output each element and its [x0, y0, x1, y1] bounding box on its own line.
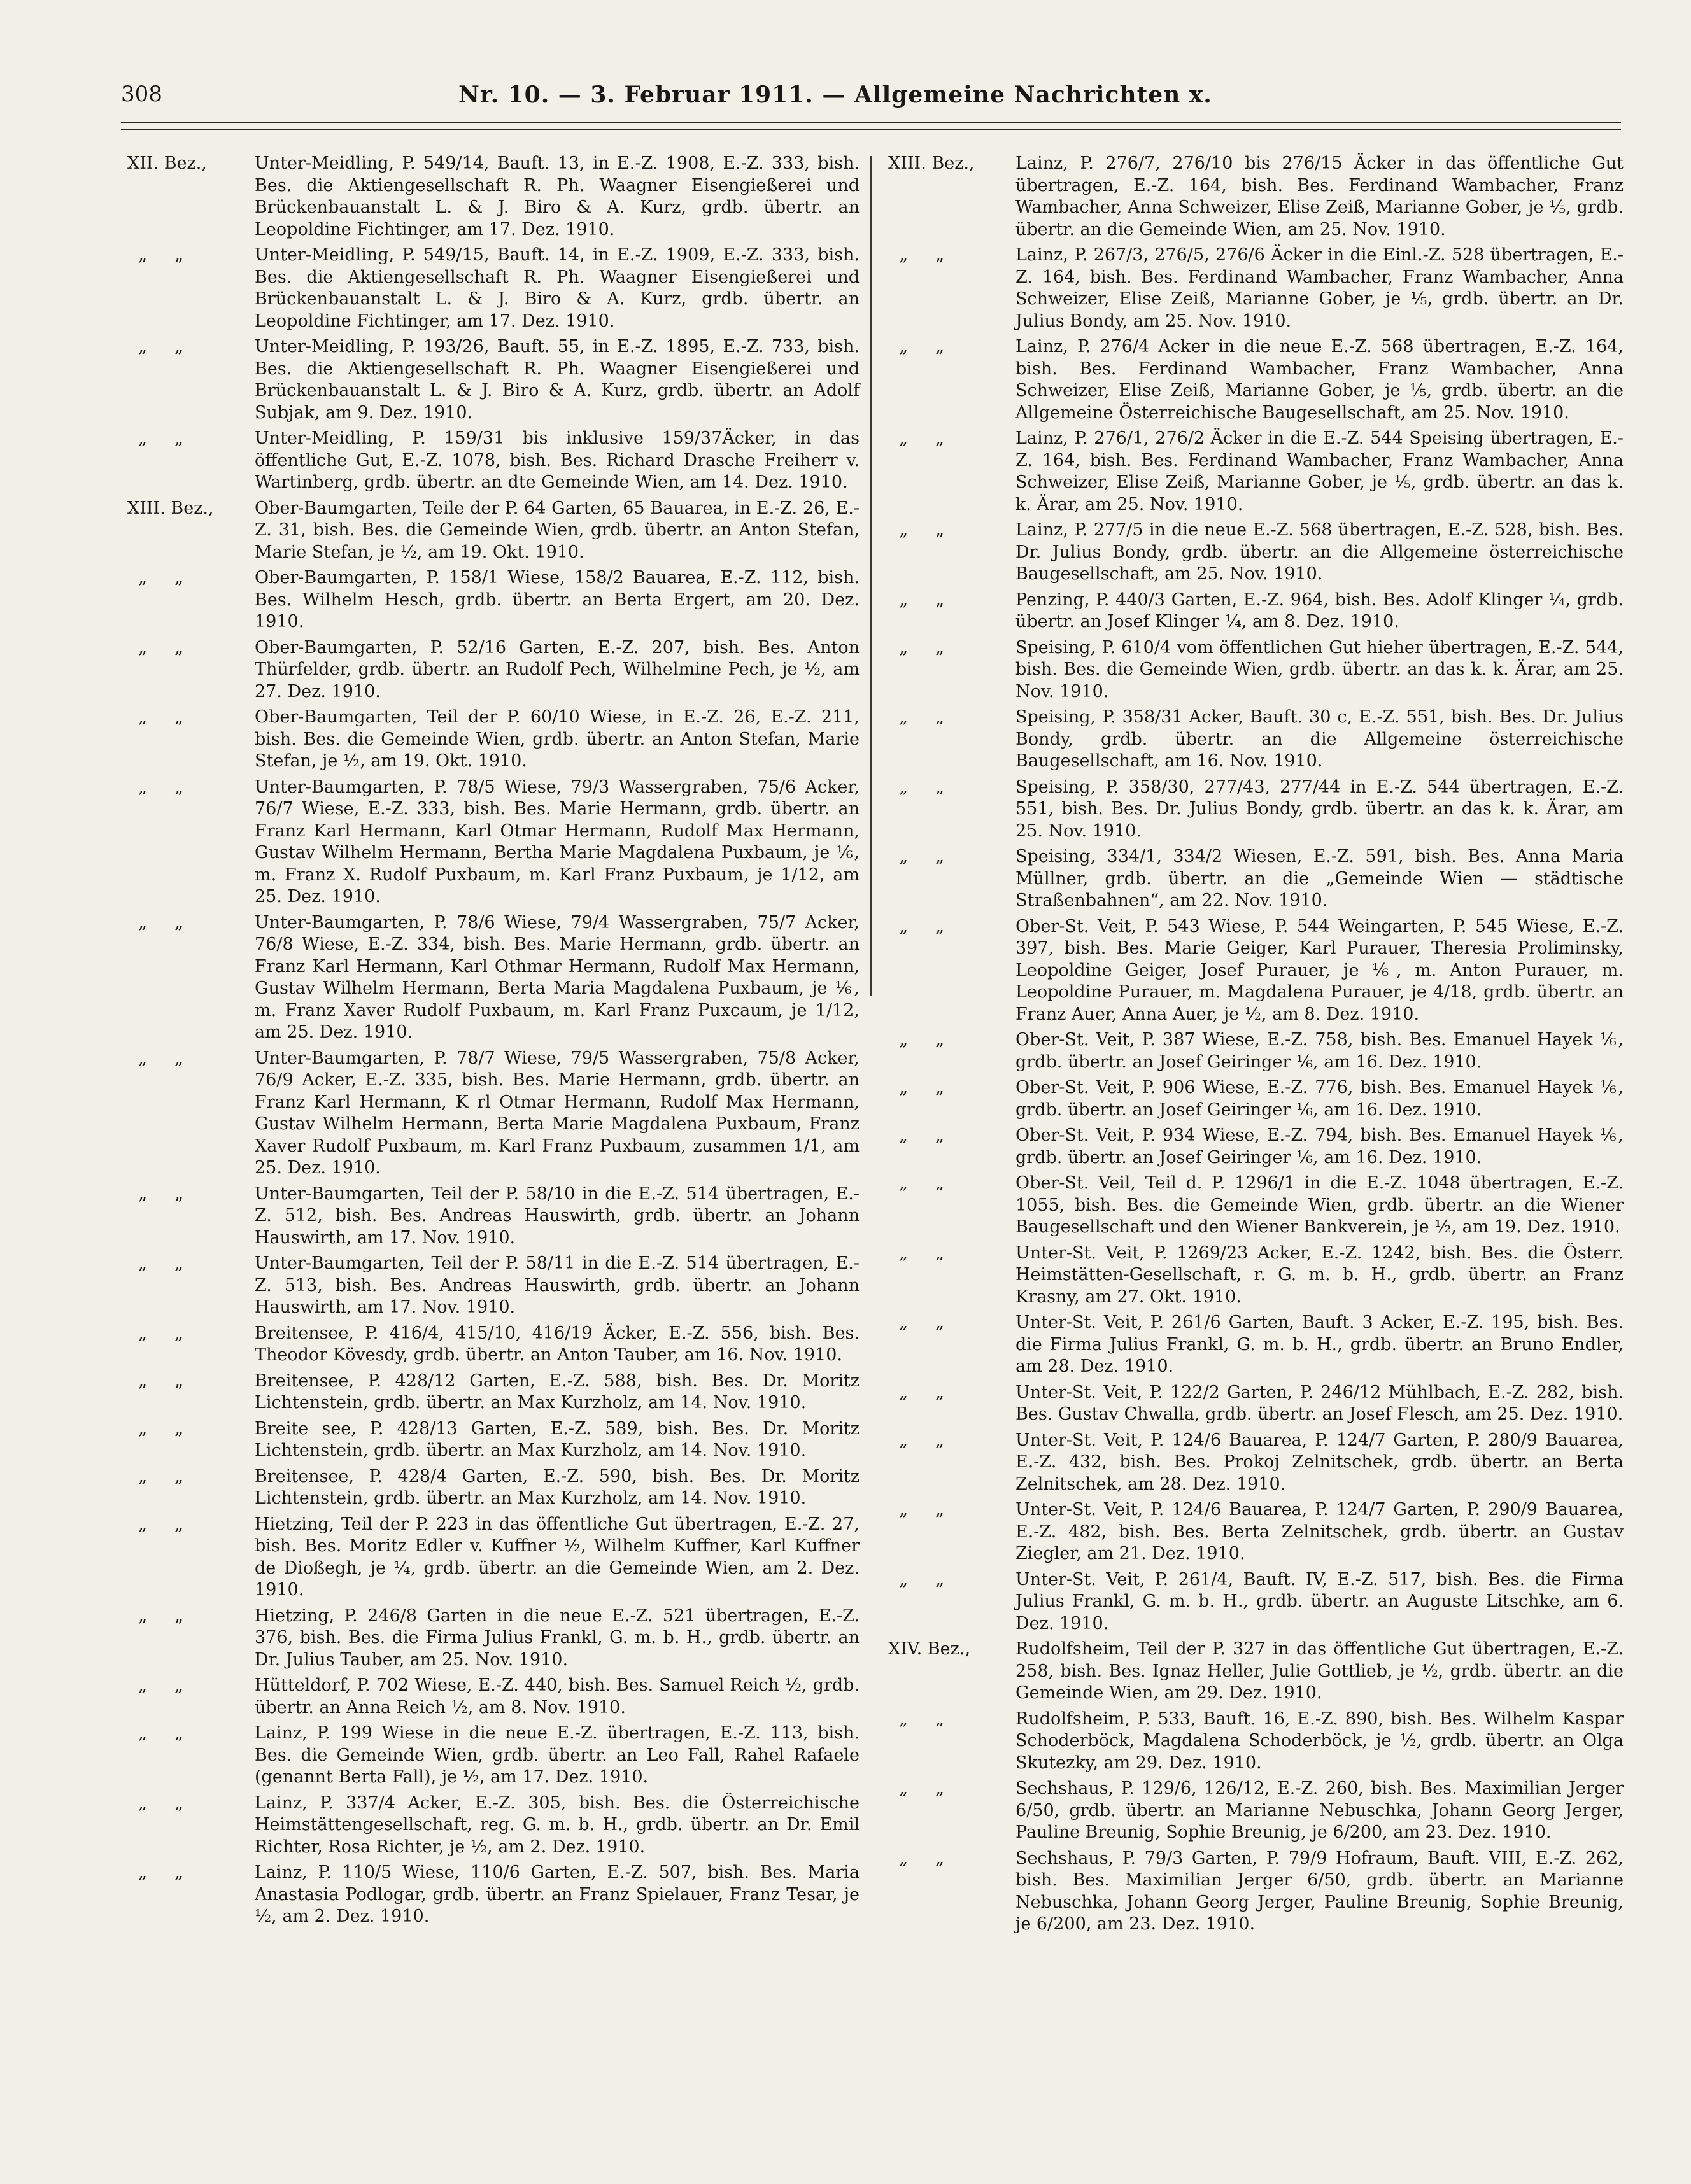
entry-district: XIV. Bez., — [888, 1639, 971, 1659]
entry-district: „ „ — [127, 1514, 184, 1534]
register-entry — [888, 1125, 1624, 1169]
entry-district: „ „ — [888, 1500, 945, 1519]
register-entry — [888, 846, 1624, 912]
entry-text: Ober-St. Veit, P. 543 Wiese, P. 544 Weingarten, P. 545 Wiese, E.-Z. 397, bish. Bes. Marie Geiger, Karl Purauer, Theresia Proliminsky, Leopoldine Geiger, Josef Purauer, je ⅙, m. Anton Purauer, m. Leopoldine Purauer, m. Magdalena Purauer, je 4/18, grdb. übertr. an Franz Auer, Anna Auer, je ½, am 8. Dez. 1910. — [1015, 916, 1624, 1024]
register-entry — [888, 1243, 1624, 1309]
entry-text: Lainz, P. 276/7, 276/10 bis 276/15 Äcker in das öffentliche Gut übertragen, E.-Z. 164, bish. Bes. Ferdinand Wambacher, Franz Wambacher, Anna Schweizer, Elise Zeiß, Marianne Gober, je ⅕, grdb. übertr. an die Gemeinde Wien, am 25. Nov. 1910. — [1015, 153, 1624, 239]
entry-district: „ „ — [888, 1243, 945, 1263]
entry-text: Lainz, P. 277/5 in die neue E.-Z. 568 übertragen, E.-Z. 528, bish. Bes. Dr. Julius Bondy, grdb. übertr. an die Allgemeine österreichische Baugesellschaft, am 25. Nov. 1910. — [1015, 520, 1624, 584]
entry-district: „ „ — [888, 1430, 945, 1450]
register-entry — [127, 1466, 860, 1510]
entry-text: Unter-Baumgarten, P. 78/5 Wiese, 79/3 Wassergraben, 75/6 Acker, 76/7 Wiese, E.-Z. 333, bish. Bes. Marie Hermann, grdb. übertr. an Franz Karl Hermann, Karl Otmar Hermann, Rudolf Max Hermann, Gustav Wilhelm Hermann, Bertha Marie Magdalena Puxbaum, je ⅙, m. Franz X. Rudolf Puxbaum, m. Karl Franz Puxbaum, je 1/12, am 25. Dez. 1910. — [255, 777, 860, 906]
entry-district: „ „ — [127, 1605, 184, 1626]
entry-text: Hütteldorf, P. 702 Wiese, E.-Z. 440, bish. Bes. Samuel Reich ½, grdb. übertr. an Anna Reich ½, am 8. Nov. 1910. — [255, 1675, 860, 1717]
register-entry — [888, 1848, 1624, 1936]
register-entry — [127, 912, 860, 1044]
entry-text: Rudolfsheim, P. 533, Bauft. 16, E.-Z. 890, bish. Bes. Wilhelm Kaspar Schoderböck, Magdalena Schoderböck, je ½, grdb. übertr. an Olga Skutezky, am 29. Dez. 1910. — [1015, 1708, 1624, 1773]
entry-text: Lainz, P. 110/5 Wiese, 110/6 Garten, E.-Z. 507, bish. Bes. Maria Anastasia Podlogar, grdb. übertr. an Franz Spielauer, Franz Tesar, je ½, am 2. Dez. 1910. — [255, 1863, 860, 1926]
entry-district: „ „ — [888, 520, 945, 540]
register-entry — [888, 519, 1624, 586]
entry-text: Ober-Baumgarten, P. 52/16 Garten, E.-Z. 207, bish. Bes. Anton Thürfelder, grdb. übertr. an Rudolf Pech, Wilhelmine Pech, je ½, am 27. Dez. 1910. — [255, 637, 860, 701]
entry-text: Unter-St. Veit, P. 122/2 Garten, P. 246/12 Mühlbach, E.-Z. 282, bish. Bes. Gustav Chwalla, grdb. übertr. an Josef Flesch, am 25. Dez. 1910. — [1015, 1382, 1624, 1424]
register-entry — [888, 707, 1624, 773]
entry-text: Breitensee, P. 428/12 Garten, E.-Z. 588, bish. Bes. Dr. Moritz Lichtenstein, grdb. übertr. an Max Kurzholz, am 14. Nov. 1910. — [255, 1370, 860, 1413]
entry-district: „ „ — [888, 637, 945, 658]
register-entry — [888, 153, 1624, 241]
entry-text: Lainz, P. 276/4 Acker in die neue E.-Z. 568 übertragen, E.-Z. 164, bish. Bes. Ferdinand Wambacher, Franz Wambacher, Anna Schweizer, Elise Zeiß, Marianne Gober, je ⅕, grdb. übertr. an die Allgemeine Österreichische Baugesellschaft, am 25. Nov. 1910. — [1015, 337, 1624, 423]
register-entry — [888, 1430, 1624, 1496]
entry-district: „ „ — [888, 589, 945, 610]
entry-text: Unter-Baumgarten, Teil der P. 58/10 in die E.-Z. 514 übertragen, E.-Z. 512, bish. Bes. Andreas Hauswirth, grdb. übertr. an Johann Hauswirth, am 17. Nov. 1910. — [255, 1183, 860, 1248]
entry-text: Lainz, P. 267/3, 276/5, 276/6 Äcker in die Einl.-Z. 528 übertragen, E.-Z. 164, bish. Bes. Ferdinand Wambacher, Franz Wambacher, Anna Schweizer, Elise Zeiß, Marianne Gober, je ⅕, grdb. übertr. an Dr. Julius Bondy, am 25. Nov. 1910. — [1015, 245, 1624, 331]
register-entry — [888, 1778, 1624, 1844]
entry-text: Ober-St. Veit, P. 387 Wiese, E.-Z. 758, bish. Bes. Emanuel Hayek ⅙, grdb. übertr. an Josef Geiringer ⅙, am 16. Dez. 1910. — [1015, 1030, 1624, 1072]
entry-district: „ „ — [888, 337, 945, 356]
entry-district: „ „ — [127, 1723, 184, 1743]
register-entry — [888, 336, 1624, 424]
entry-text: Unter-St. Veit, P. 124/6 Bauarea, P. 124/7 Garten, P. 280/9 Bauarea, E.-Z. 432, bish. Bes. Prokoj Zelnitschek, grdb. übertr. an Berta Zelnitschek, am 28. Dez. 1910. — [1015, 1430, 1624, 1494]
entry-text: Unter-St. Veit, P. 1269/23 Acker, E.-Z. 1242, bish. Bes. die Österr. Heimstätten-Gesellschaft, r. G. m. b. H., grdb. übertr. an Franz Krasny, am 27. Okt. 1910. — [1015, 1243, 1624, 1307]
entry-text: Breitensee, P. 416/4, 415/10, 416/19 Äcker, E.-Z. 556, bish. Bes. Theodor Kövesdy, grdb. übertr. an Anton Tauber, am 16. Nov. 1910. — [255, 1323, 860, 1365]
register-entry — [127, 1183, 860, 1250]
register-entry — [127, 1048, 860, 1180]
entry-text: Unter-Meidling, P. 549/14, Bauft. 13, in E.-Z. 1908, E.-Z. 333, bish. Bes. die Aktiengesellschaft R. Ph. Waagner Eisengießerei und Brückenbauanstalt L. & J. Biro & A. Kurz, grdb. übertr. an Leopoldine Fichtinger, am 17. Dez. 1910. — [255, 153, 860, 239]
register-entry — [127, 1418, 860, 1462]
entry-text: Speising, P. 610/4 vom öffentlichen Gut hieher übertragen, E.-Z. 544, bish. Bes. die Gemeinde Wien, grdb. übertr. an das k. k. Ärar, am 25. Nov. 1910. — [1015, 637, 1624, 701]
entry-district: „ „ — [127, 1675, 184, 1695]
entry-district: „ „ — [888, 245, 945, 265]
register-entry — [888, 1077, 1624, 1121]
register-entry — [127, 707, 860, 773]
entry-text: Lainz, P. 337/4 Acker, E.-Z. 305, bish. Bes. die Österreichische Heimstättengesellschaft, reg. G. m. b. H., grdb. übertr. an Dr. Emil Richter, Rosa Richter, je ½, am 2. Dez. 1910. — [255, 1793, 860, 1857]
entry-text: Speising, 334/1, 334/2 Wiesen, E.-Z. 591, bish. Bes. Anna Maria Müllner, grdb. übertr. an die „Gemeinde Wien — städtische Straßenbahnen“, am 22. Nov. 1910. — [1015, 847, 1624, 910]
register-entry — [127, 637, 860, 703]
entry-district: „ „ — [888, 1382, 945, 1402]
entry-district: „ „ — [127, 337, 184, 356]
entry-district: „ „ — [127, 707, 184, 727]
entry-district: „ „ — [888, 847, 945, 866]
register-entry — [127, 1723, 860, 1789]
entry-text: Breite see, P. 428/13 Garten, E.-Z. 589, bish. Bes. Dr. Moritz Lichtenstein, grdb. übertr. an Max Kurzholz, am 14. Nov. 1910. — [255, 1418, 860, 1460]
register-entry — [888, 428, 1624, 516]
entry-district: „ „ — [127, 1863, 184, 1882]
entry-text: Lainz, P. 199 Wiese in die neue E.-Z. übertragen, E.-Z. 113, bish. Bes. die Gemeinde Wien, grdb. übertr. an Leo Fall, Rahel Rafaele (genannt Berta Fall), je ½, am 17. Dez. 1910. — [255, 1723, 860, 1787]
column-divider — [870, 156, 872, 996]
entry-district: „ „ — [888, 707, 945, 727]
register-entry — [888, 777, 1624, 843]
entry-district: XII. Bez., — [127, 153, 207, 173]
entry-district: „ „ — [888, 428, 945, 448]
register-entry — [127, 1323, 860, 1367]
entry-district: „ „ — [888, 1173, 945, 1193]
entry-district: „ „ — [127, 1418, 184, 1439]
entry-district: „ „ — [127, 637, 184, 658]
entry-district: „ „ — [127, 912, 184, 933]
entry-text: Rudolfsheim, Teil der P. 327 in das öffentliche Gut übertragen, E.-Z. 258, bish. Bes. Ignaz Heller, Julie Gottlieb, je ½, grdb. übertr. an die Gemeinde Wien, am 29. Dez. 1910. — [1015, 1639, 1624, 1703]
page-header — [121, 81, 1621, 120]
entry-district: „ „ — [888, 916, 945, 936]
register-entry — [127, 1370, 860, 1414]
register-entry — [888, 589, 1624, 633]
entry-district: „ „ — [888, 1313, 945, 1332]
register-entry — [127, 1793, 860, 1859]
register-entry — [127, 428, 860, 494]
register-entry — [127, 498, 860, 564]
header-rule — [121, 122, 1621, 130]
entry-district: „ „ — [127, 428, 184, 448]
entry-district: „ „ — [127, 568, 184, 588]
register-entry — [888, 1569, 1624, 1635]
entry-district: „ „ — [127, 1253, 184, 1273]
entry-text: Unter-Baumgarten, Teil der P. 58/11 in die E.-Z. 514 übertragen, E.-Z. 513, bish. Bes. Andreas Hauswirth, grdb. übertr. an Johann Hauswirth, am 17. Nov. 1910. — [255, 1253, 860, 1317]
entry-district: „ „ — [127, 1466, 184, 1486]
register-entry — [888, 1638, 1624, 1705]
register-entry — [127, 336, 860, 424]
entry-text: Speising, P. 358/30, 277/43, 277/44 in E.-Z. 544 übertragen, E.-Z. 551, bish. Bes. Dr. Julius Bondy, grdb. übertr. an das k. k. Ärar, am 25. Nov. 1910. — [1015, 777, 1624, 841]
entry-district: „ „ — [127, 777, 184, 797]
entry-district: „ „ — [888, 1125, 945, 1145]
entry-district: „ „ — [127, 1370, 184, 1391]
entry-text: Ober-St. Veit, P. 934 Wiese, E.-Z. 794, bish. Bes. Emanuel Hayek ⅙, grdb. übertr. an Josef Geiringer ⅙, am 16. Dez. 1910. — [1015, 1125, 1624, 1167]
entry-district: „ „ — [127, 1793, 184, 1813]
running-title: Nr. 10. — 3. Februar 1911. — Allgemeine Nachrichten x. — [458, 81, 1212, 108]
entry-text: Ober-Baumgarten, Teile der P. 64 Garten, 65 Bauarea, in E.-Z. 26, E.-Z. 31, bish. Bes. die Gemeinde Wien, grdb. übertr. an Anton Stefan, Marie Stefan, je ½, am 19. Okt. 1910. — [255, 498, 860, 562]
register-entry — [127, 567, 860, 633]
register-entry — [127, 1862, 860, 1928]
entry-district: „ „ — [888, 1078, 945, 1097]
entry-district: „ „ — [127, 245, 184, 265]
entry-text: Sechshaus, P. 129/6, 126/12, E.-Z. 260, bish. Bes. Maximilian Jerger 6/50, grdb. übertr. an Marianne Nebuschka, Johann Georg Jerger, Pauline Breunig, Sophie Breunig, je 6/200, am 23. Dez. 1910. — [1015, 1779, 1624, 1842]
entry-text: Ober-St. Veit, P. 906 Wiese, E.-Z. 776, bish. Bes. Emanuel Hayek ⅙, grdb. übertr. an Josef Geiringer ⅙, am 16. Dez. 1910. — [1015, 1078, 1624, 1120]
entry-text: Unter-Baumgarten, P. 78/6 Wiese, 79/4 Wassergraben, 75/7 Acker, 76/8 Wiese, E.-Z. 334, bish. Bes. Marie Hermann, grdb. übertr. an Franz Karl Hermann, Karl Othmar Hermann, Rudolf Max Hermann, Gustav Wilhelm Hermann, Berta Maria Magdalena Puxbaum, je ⅙, m. Franz Xaver Rudolf Puxbaum, m. Karl Franz Puxcaum, je 1/12, am 25. Dez. 1910. — [255, 912, 860, 1042]
entry-text: Unter-Meidling, P. 193/26, Bauft. 55, in E.-Z. 1895, E.-Z. 733, bish. Bes. die Aktiengesellschaft R. Ph. Waagner Eisengießerei und Brückenbauanstalt L. & J. Biro & A. Kurz, grdb. übertr. an Adolf Subjak, am 9. Dez. 1910. — [255, 337, 860, 423]
register-entry — [127, 777, 860, 908]
entry-district: XIII. Bez., — [888, 153, 975, 173]
entry-text: Unter-St. Veit, P. 261/6 Garten, Bauft. 3 Acker, E.-Z. 195, bish. Bes. die Firma Julius Frankl, G. m. b. H., grdb. übertr. an Bruno Endler, am 28. Dez. 1910. — [1015, 1313, 1624, 1376]
register-entry — [888, 1312, 1624, 1378]
entry-text: Ober-Baumgarten, P. 158/1 Wiese, 158/2 Bauarea, E.-Z. 112, bish. Bes. Wilhelm Hesch, grdb. übertr. an Berta Ergert, am 20. Dez. 1910. — [255, 568, 860, 631]
register-entry — [888, 1382, 1624, 1426]
entry-district: „ „ — [888, 1569, 945, 1589]
entry-district: XIII. Bez., — [127, 498, 214, 518]
entry-district: „ „ — [888, 1708, 945, 1729]
entry-text: Unter-Meidling, P. 159/31 bis inklusive 159/37Äcker, in das öffentliche Gut, E.-Z. 1078, bish. Bes. Richard Drasche Freiherr v. Wartinberg, grdb. übertr. an dte Gemeinde Wien, am 14. Dez. 1910. — [255, 428, 860, 492]
register-entry — [127, 244, 860, 332]
right-column — [888, 153, 1624, 2126]
register-entry — [127, 1514, 860, 1602]
entry-text: Speising, P. 358/31 Acker, Bauft. 30 c, E.-Z. 551, bish. Bes. Dr. Julius Bondy, grdb. übertr. an die Allgemeine österreichische Baugesellschaft, am 16. Nov. 1910. — [1015, 707, 1624, 771]
entry-text: Sechshaus, P. 79/3 Garten, P. 79/9 Hofraum, Bauft. VIII, E.-Z. 262, bish. Bes. Maximilian Jerger 6/50, grdb. übertr. an Marianne Nebuschka, Johann Georg Jerger, Pauline Breunig, Sophie Breunig, je 6/200, am 23. Dez. 1910. — [1015, 1848, 1624, 1934]
entry-text: Penzing, P. 440/3 Garten, E.-Z. 964, bish. Bes. Adolf Klinger ¼, grdb. übertr. an Josef Klinger ¼, am 8. Dez. 1910. — [1015, 589, 1624, 631]
register-entry — [888, 1173, 1624, 1239]
entry-district: „ „ — [127, 1323, 184, 1343]
entry-district: „ „ — [888, 1030, 945, 1050]
entry-text: Ober-Baumgarten, Teil der P. 60/10 Wiese, in E.-Z. 26, E.-Z. 211, bish. Bes. die Gemeinde Wien, grdb. übertr. an Anton Stefan, Marie Stefan, je ½, am 19. Okt. 1910. — [255, 707, 860, 771]
register-entry — [127, 153, 860, 241]
entry-district: „ „ — [888, 1848, 945, 1868]
entry-text: Ober-St. Veil, Teil d. P. 1296/1 in die E.-Z. 1048 übertragen, E.-Z. 1055, bish. Bes. die Gemeinde Wien, grdb. übertr. an die Wiener Baugesellschaft und den Wiener Bankverein, je ½, am 19. Dez. 1910. — [1015, 1173, 1624, 1237]
entry-district: „ „ — [127, 1183, 184, 1204]
register-entry — [888, 1029, 1624, 1073]
entry-district: „ „ — [127, 1048, 184, 1068]
entry-district: „ „ — [888, 777, 945, 797]
entry-text: Unter-Baumgarten, P. 78/7 Wiese, 79/5 Wassergraben, 75/8 Acker, 76/9 Acker, E.-Z. 335, bish. Bes. Marie Hermann, grdb. übertr. an Franz Karl Hermann, K rl Otmar Hermann, Rudolf Max Hermann, Gustav Wilhelm Hermann, Berta Marie Magdalena Puxbaum, Franz Xaver Rudolf Puxbaum, m. Karl Franz Puxbaum, zusammen 1/1, am 25. Dez. 1910. — [255, 1048, 860, 1178]
entry-text: Breitensee, P. 428/4 Garten, E.-Z. 590, bish. Bes. Dr. Moritz Lichtenstein, grdb. übertr. an Max Kurzholz, am 14. Nov. 1910. — [255, 1466, 860, 1508]
entry-text: Unter-St. Veit, P. 261/4, Bauft. IV, E.-Z. 517, bish. Bes. die Firma Julius Frankl, G. m. b. H., grdb. übertr. an Auguste Litschke, am 6. Dez. 1910. — [1015, 1569, 1624, 1633]
register-entry — [888, 1708, 1624, 1775]
register-entry — [127, 1253, 860, 1319]
page-number: 308 — [121, 81, 162, 107]
entry-text: Unter-St. Veit, P. 124/6 Bauarea, P. 124/7 Garten, P. 290/9 Bauarea, E.-Z. 482, bish. Bes. Berta Zelnitschek, grdb. übertr. an Gustav Ziegler, am 21. Dez. 1910. — [1015, 1500, 1624, 1563]
entry-text: Hietzing, P. 246/8 Garten in die neue E.-Z. 521 übertragen, E.-Z. 376, bish. Bes. die Firma Julius Frankl, G. m. b. H., grdb. übertr. an Dr. Julius Tauber, am 25. Nov. 1910. — [255, 1605, 860, 1670]
register-entry — [888, 244, 1624, 332]
register-entry — [888, 1499, 1624, 1565]
register-entry — [127, 1675, 860, 1719]
register-entry — [888, 916, 1624, 1026]
entry-district: „ „ — [888, 1779, 945, 1798]
entry-text: Lainz, P. 276/1, 276/2 Äcker in die E.-Z. 544 Speising übertragen, E.-Z. 164, bish. Bes. Ferdinand Wambacher, Franz Wambacher, Anna Schweizer, Elise Zeiß, Marianne Gober, je ⅕, grdb. übertr. an das k. k. Ärar, am 25. Nov. 1910. — [1015, 428, 1624, 514]
register-entry — [888, 637, 1624, 703]
register-entry — [127, 1605, 860, 1672]
entry-text: Hietzing, Teil der P. 223 in das öffentliche Gut übertragen, E.-Z. 27, bish. Bes. Moritz Edler v. Kuffner ½, Wilhelm Kuffner, Karl Kuffner de Dioßegh, je ¼, grdb. übertr. an die Gemeinde Wien, am 2. Dez. 1910. — [255, 1514, 860, 1600]
left-column — [127, 153, 860, 2126]
entry-text: Unter-Meidling, P. 549/15, Bauft. 14, in E.-Z. 1909, E.-Z. 333, bish. Bes. die Aktiengesellschaft R. Ph. Waagner Eisengießerei und Brückenbauanstalt L. & J. Biro & A. Kurz, grdb. übertr. an Leopoldine Fichtinger, am 17. Dez. 1910. — [255, 245, 860, 331]
